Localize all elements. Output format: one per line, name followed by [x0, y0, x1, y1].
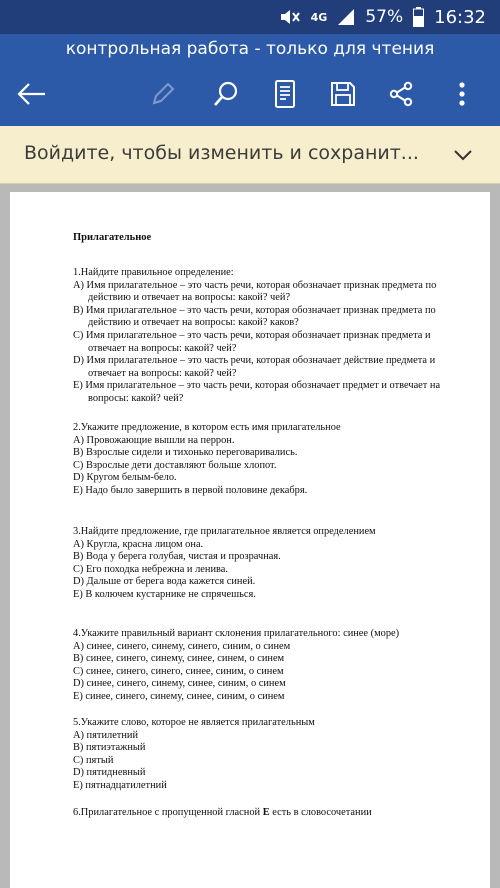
answer-option: С) Его походка небрежна и ленива.	[73, 563, 228, 575]
mute-icon	[279, 8, 301, 26]
answer-option: D) пятидневный	[73, 767, 146, 779]
answer-option: D) синее, синего, синему, синее, синим, о синем	[73, 678, 286, 690]
question-text: 3.Найдите предложение, где прилагательное является определением	[73, 526, 376, 537]
question-4	[73, 628, 453, 704]
reading-view-button[interactable]	[265, 76, 305, 112]
question-text	[73, 807, 453, 820]
pencil-icon	[150, 81, 176, 107]
answer-option: А) пятилетний	[73, 729, 139, 741]
signal-icon	[337, 8, 355, 26]
status-bar	[0, 0, 500, 34]
mobile-view-icon	[274, 80, 296, 108]
answer-option: Е) синее, синего, синему, синее, синим, о синем	[73, 690, 285, 702]
answer-option: В) Вода у берега голубая, чистая и прозрачная.	[73, 551, 281, 563]
answer-option: С) Имя прилагательное – это часть речи, которая обозначает признак предмета и отвечает на вопросы: какой? чей?	[73, 329, 431, 354]
answer-option: А) Имя прилагательное – это часть речи, которая обозначает признак предмета по действию и отвечает на вопросы: какой? чей?	[73, 279, 437, 304]
question-5	[73, 717, 453, 793]
answer-option: Е) В колючем кустарнике не спрячешься.	[73, 588, 256, 600]
document-title: контрольная работа - только для чтения	[65, 39, 435, 59]
share-icon	[388, 81, 414, 107]
back-arrow-icon	[17, 83, 47, 105]
search-button[interactable]	[206, 76, 246, 112]
share-button[interactable]	[381, 76, 421, 112]
answer-option: А) Провожающие вышли на перрон.	[73, 434, 235, 446]
question-text: 1.Найдите правильное определение:	[73, 267, 234, 278]
answer-option: D) Имя прилагательное – это часть речи, которая обозначает действие предмета и отвечает на вопросы: какой? чей?	[73, 355, 436, 379]
answer-option: В) пятиэтажный	[73, 742, 146, 754]
question-text: 4.Укажите правильный вариант склонения прилагательного: синее (море)	[73, 628, 400, 639]
answer-option: Е) Имя прилагательное – это часть речи, которая обозначает предмет и отвечает на вопросы: какой? чей?	[73, 380, 441, 404]
edit-button[interactable]	[143, 76, 183, 112]
question-6	[73, 807, 453, 820]
answer-option: D) Дальше от берега вода кажется синей.	[73, 576, 256, 588]
answer-option: В) синее, синего, синему, синее, синем, о синем	[73, 653, 285, 665]
save-button[interactable]	[323, 76, 363, 112]
search-icon	[212, 80, 240, 108]
answer-option: С) синее, синего, синего, синее, синим, о синем	[73, 665, 284, 677]
battery-percent: 57%	[365, 7, 404, 27]
back-button[interactable]	[12, 76, 52, 112]
document-page	[10, 192, 490, 888]
sign-in-banner[interactable]	[0, 126, 500, 184]
question-text-start: 6.Прилагательное с пропущенной гласной	[73, 807, 263, 818]
network-type: 4G	[310, 10, 328, 24]
answer-option: С) Взрослые дети доставляют больше хлопот.	[73, 459, 277, 471]
answer-option: В) Взрослые сидели и тихонько переговаривались.	[73, 447, 298, 459]
chevron-down-icon[interactable]	[452, 144, 474, 166]
more-options-button[interactable]	[442, 76, 482, 112]
answer-option: В) Имя прилагательное – это часть речи, которая обозначает признак предмета по действию и отвечает на вопросы: какой? каков?	[73, 304, 436, 329]
question-1	[73, 267, 453, 406]
question-bold-letter: Е	[262, 807, 270, 818]
answer-option: Е) пятнадцатилетний	[73, 779, 167, 791]
answer-option: А) Кругла, красна лицом она.	[73, 538, 204, 550]
battery-icon	[413, 7, 424, 27]
answer-option: С) пятый	[73, 754, 114, 766]
question-2	[73, 422, 453, 498]
answer-option: Е) Надо было завершить в первой половине декабря.	[73, 484, 308, 496]
question-3	[73, 526, 453, 602]
answer-option: D) Кругом белым-бело.	[73, 472, 177, 484]
question-text: 5.Укажите слово, которое не является прилагательным	[73, 717, 315, 728]
sign-in-message: Войдите, чтобы изменить и сохранит...	[24, 142, 419, 164]
answer-option: А) синее, синего, синему, синего, синим, о синем	[73, 640, 291, 652]
save-icon	[330, 81, 356, 107]
question-text: 2.Укажите предложение, в котором есть имя прилагательное	[73, 422, 341, 433]
more-vertical-icon	[458, 81, 466, 107]
app-header	[0, 34, 500, 126]
question-text-end: есть в словосочетании	[269, 807, 372, 818]
doc-heading: Прилагательное	[73, 232, 152, 243]
clock: 16:32	[434, 6, 486, 28]
